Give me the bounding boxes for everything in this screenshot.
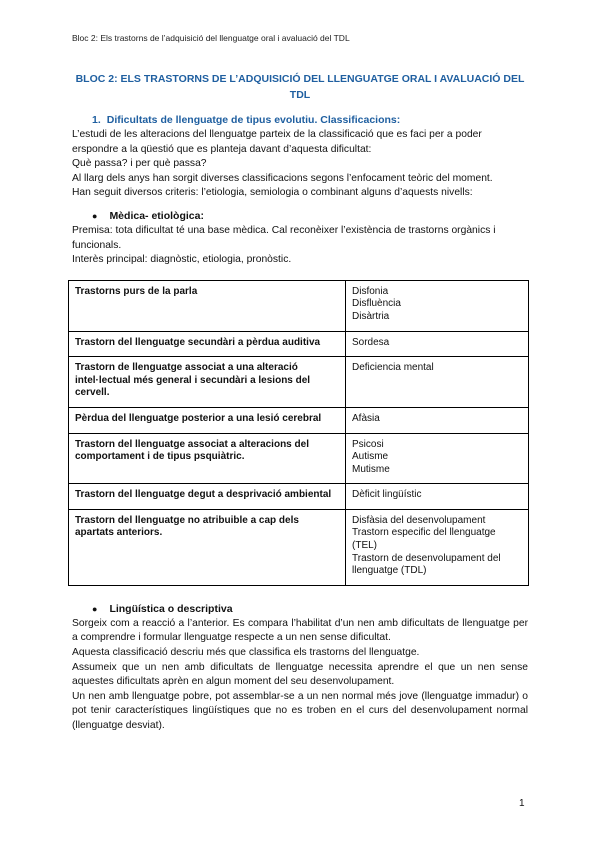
- section-heading: [92, 113, 528, 128]
- disorder-item: Sordesa: [352, 336, 390, 348]
- running-header: Bloc 2: Els trastorns de l’adquisició del llenguatge oral i avaluació del TDL: [72, 33, 350, 43]
- table-cell-category: Trastorns purs de la parla: [69, 280, 346, 331]
- disorder-item: Autisme: [352, 451, 389, 463]
- disorder-item: Disfonia: [352, 285, 389, 297]
- disorder-item: Disfluència: [352, 298, 401, 310]
- section-heading-text: Dificultats de llenguatge de tipus evolutiu. Classificacions:: [106, 114, 401, 126]
- table-cell-disorders: [346, 331, 529, 357]
- linguistica-paragraph: Aquesta classificació descriu més que classifica els trastorns del llenguatge.: [72, 647, 420, 659]
- intro-paragraph: Al llarg dels anys han sorgit diverses classificacions segons l’enfocament teòric del moment.: [72, 172, 493, 184]
- table-cell-disorders: [346, 433, 529, 484]
- disorder-item: Afàsia: [352, 412, 380, 424]
- table-row: [69, 407, 529, 433]
- page-content: [72, 113, 528, 734]
- bullet-heading-linguistica: [92, 602, 528, 617]
- table-row: [69, 433, 529, 484]
- table-cell-disorders: [346, 357, 529, 408]
- linguistica-paragraph: Sorgeix com a reacció a l’anterior. Es compara l’habilitat d’un nen amb dificultats de llenguatge per a comprendre i formular llenguatge respecte a un nen sense dificultat.: [72, 617, 528, 644]
- interest-paragraph: Interès principal: diagnòstic, etiologia, pronòstic.: [72, 254, 292, 266]
- bullet-icon: ●: [92, 603, 98, 614]
- intro-question: Què passa? i per què passa?: [72, 158, 207, 170]
- disorder-item: Disàrtria: [352, 310, 390, 322]
- table-cell-category: Trastorn del llenguatge associat a alteracions del comportament i de tipus psquiàtric.: [69, 433, 346, 484]
- disorder-item: Mutisme: [352, 463, 390, 475]
- table-cell-disorders: [346, 509, 529, 585]
- intro-paragraph: Han seguit diversos criteris: l’etiologia, semiologia o combinant alguns d’aquests nivells:: [72, 187, 473, 199]
- table-row: [69, 357, 529, 408]
- table-row: [69, 484, 529, 510]
- linguistica-paragraph: Assumeix que un nen amb dificultats de llenguatge necessita aprendre el que un nen sense aquestes dificultats aprèn en algun moment del seu desenvolupament.: [72, 661, 528, 688]
- table-cell-category: Trastorn del llenguatge no atribuible a cap dels apartats anteriors.: [69, 509, 346, 585]
- table-cell-category: Trastorn de llenguatge associat a una alteració intel·lectual més general i secundàri a lesions del cervell.: [69, 357, 346, 408]
- bullet-heading-text: Lingüística o descriptiva: [109, 602, 233, 615]
- disorder-item: Disfàsia del desenvolupament: [352, 514, 486, 526]
- disorder-item: Deficiencia mental: [352, 362, 434, 374]
- disorder-item: Trastorn de desenvolupament del llenguatge (TDL): [352, 552, 501, 577]
- linguistica-paragraph: Un nen amb llenguatge pobre, pot assemblar-se a un nen normal més jove (llenguatge immadur) o pot tenir característiques lingüístiques que no es troben en el curs del desenvolupament normal (llenguatge desviat).: [72, 690, 528, 731]
- disorder-item: Psicosi: [352, 438, 384, 450]
- table-row: [69, 509, 529, 585]
- premise-paragraph: Premisa: tota dificultat té una base mèdica. Cal reconèixer l’existència de trastorns orgànics i funcionals.: [72, 224, 496, 251]
- page-title: BLOC 2: ELS TRASTORNS DE L’ADQUISICIÓ DEL LLENGUATGE ORAL I AVALUACIÓ DEL TDL: [75, 73, 525, 101]
- table-cell-disorders: [346, 407, 529, 433]
- table-cell-disorders: [346, 280, 529, 331]
- disorder-item: Trastorn especific del llenguatge (TEL): [352, 527, 496, 552]
- table-row: [69, 331, 529, 357]
- bullet-heading-text: Mèdica- etiològica:: [109, 209, 204, 222]
- table-cell-category: Pèrdua del llenguatge posterior a una lesió cerebral: [69, 407, 346, 433]
- bullet-heading-medica: [92, 209, 528, 224]
- intro-paragraph: L’estudi de les alteracions del llenguatge parteix de la classificació que es faci per a poder erspondre a la qüestió que es planteja davant d’aquesta dificultat:: [72, 129, 482, 155]
- table-row: [69, 280, 529, 331]
- bullet-icon: ●: [92, 210, 98, 221]
- table-cell-disorders: [346, 484, 529, 510]
- table-cell-category: Trastorn del llenguatge degut a desprivació ambiental: [69, 484, 346, 510]
- table-cell-category: Trastorn del llenguatge secundàri a pèrdua auditiva: [69, 331, 346, 357]
- page-number: 1: [519, 798, 525, 809]
- section-number: 1.: [92, 114, 101, 126]
- disorder-item: Dèficit lingüístic: [352, 489, 422, 501]
- classification-table: [68, 280, 529, 586]
